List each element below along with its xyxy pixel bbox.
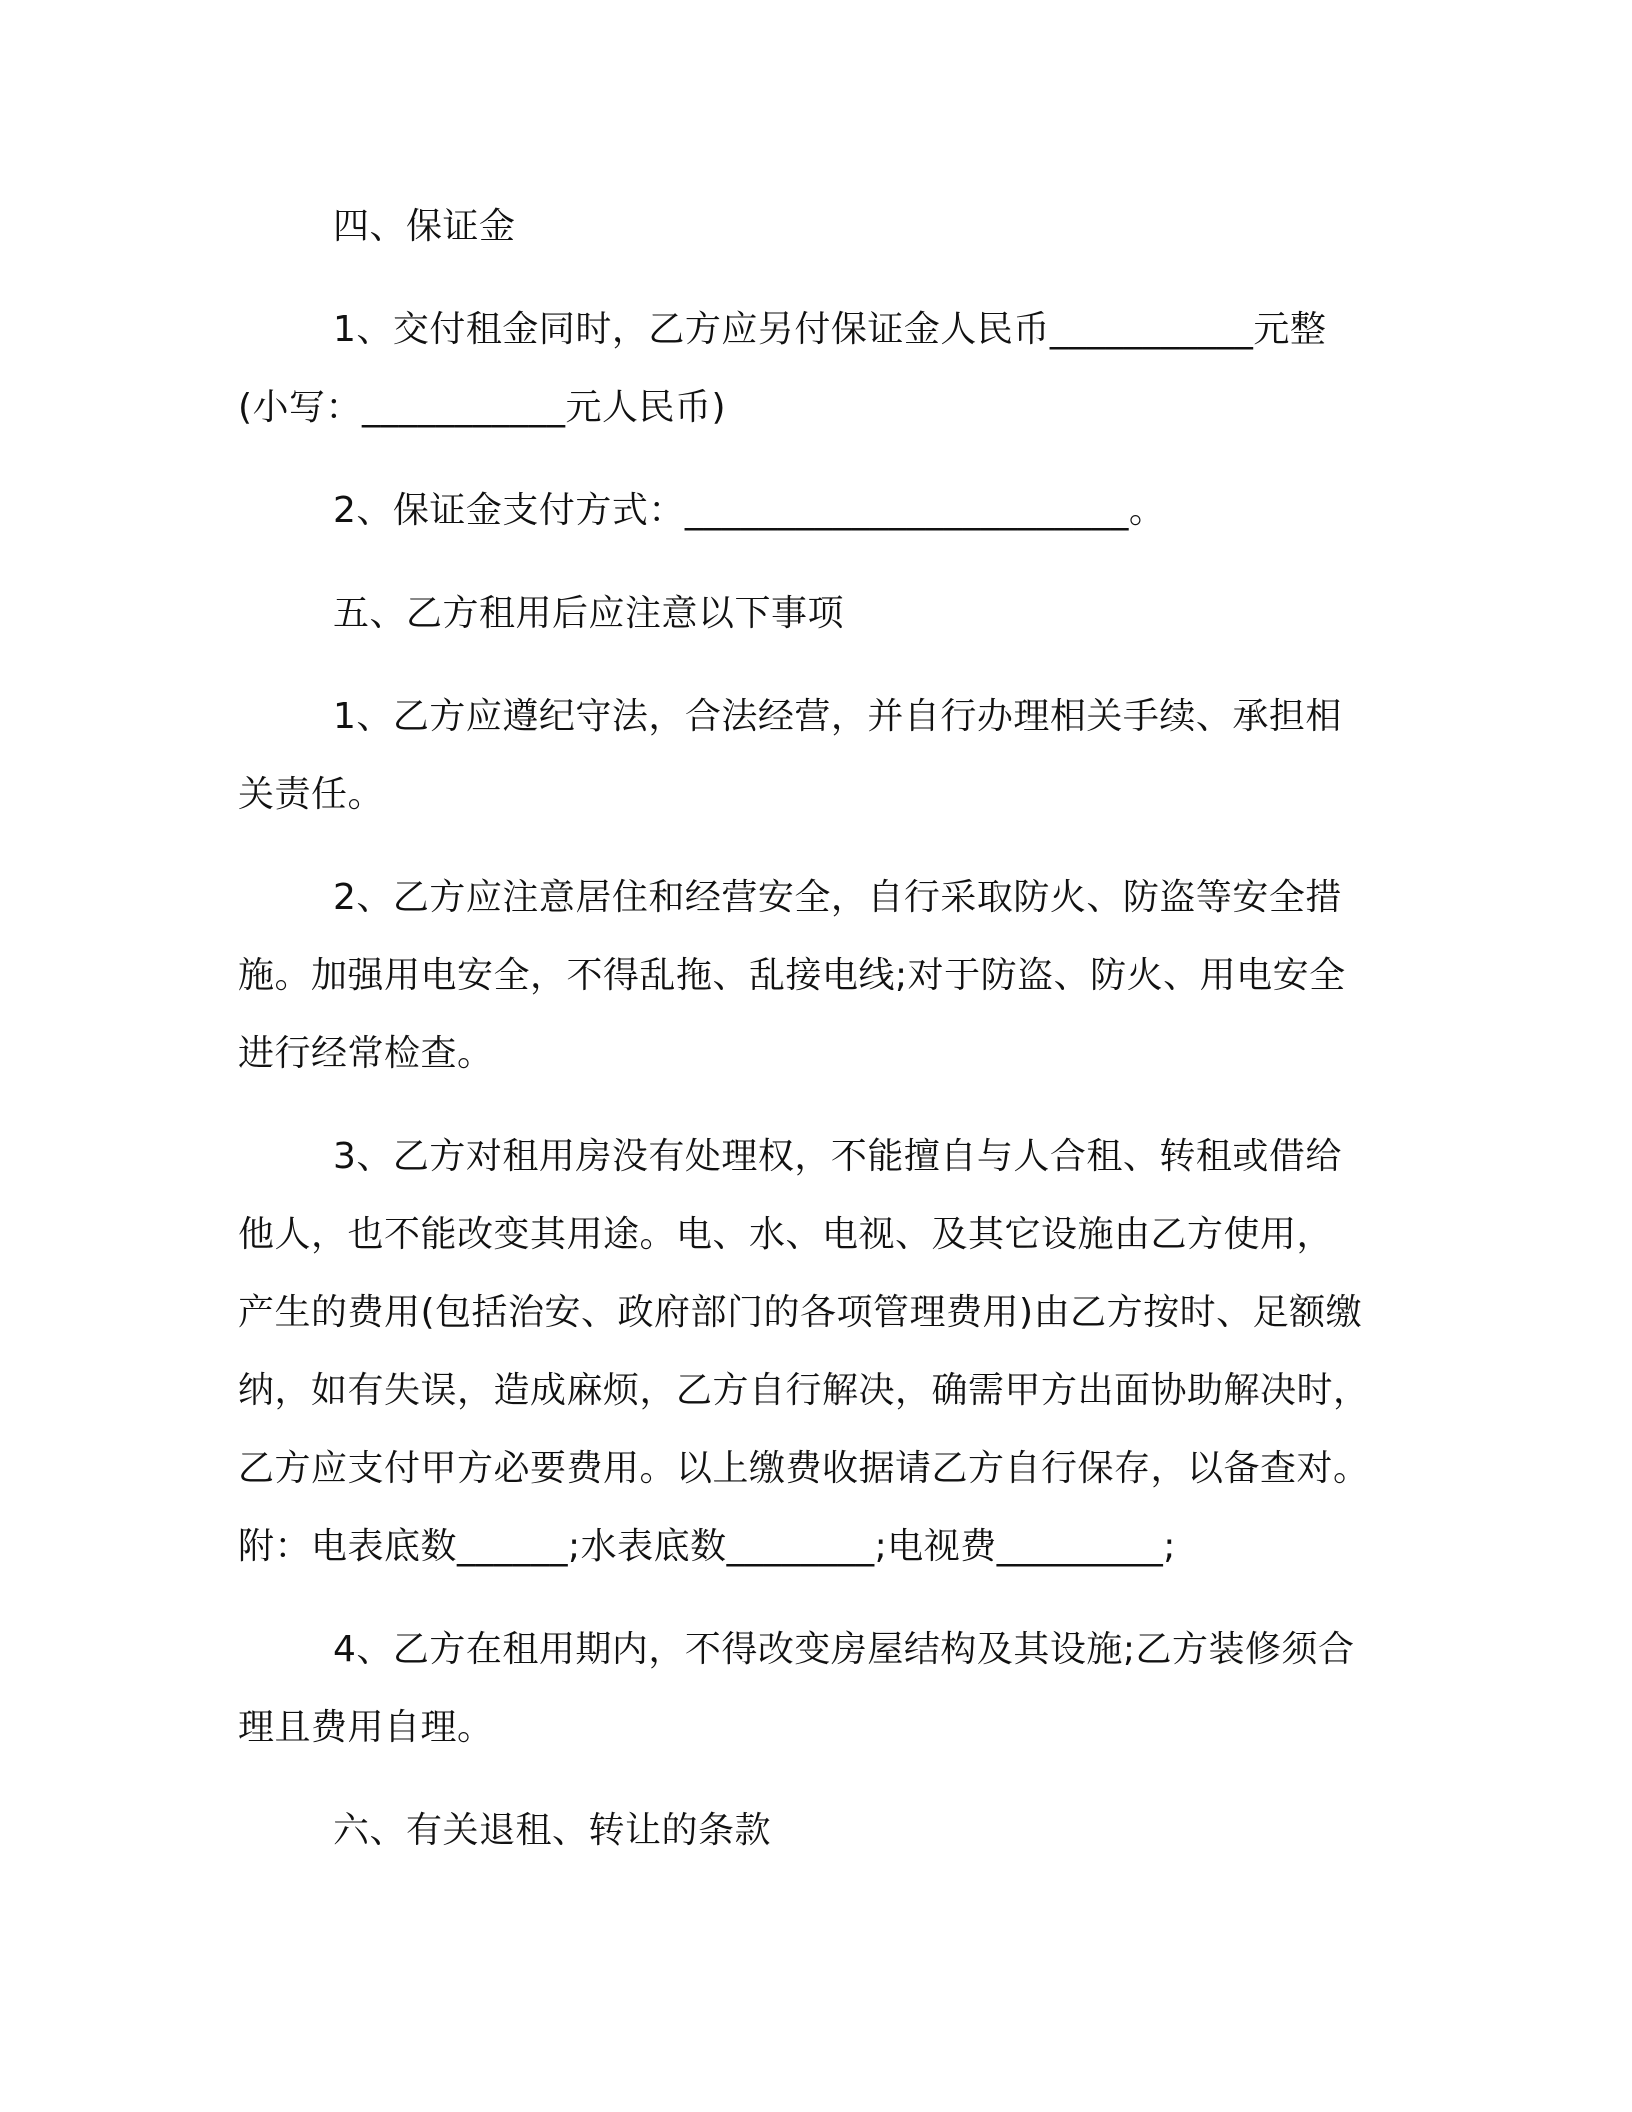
tenant-clause-3-line-6: 附：电表底数______;水表底数________;电视费_________; [238, 1526, 1176, 1567]
tenant-clause-2-line-3: 进行经常检查。 [238, 1033, 494, 1074]
deposit-clause-2: 2、保证金支付方式：________________________。 [333, 490, 1166, 531]
tenant-clause-3-line-5: 乙方应支付甲方必要费用。以上缴费收据请乙方自行保存，以备查对。 [238, 1448, 1370, 1489]
tenant-clause-1-line-1: 1、乙方应遵纪守法，合法经营，并自行办理相关手续、承担相 [333, 696, 1342, 737]
tenant-clause-3-line-3: 产生的费用(包括治安、政府部门的各项管理费用)由乙方按时、足额缴 [238, 1292, 1363, 1333]
tenant-clause-3-line-1: 3、乙方对租用房没有处理权，不能擅自与人合租、转租或借给 [333, 1136, 1342, 1177]
tenant-clause-3-line-2: 他人，也不能改变其用途。电、水、电视、及其它设施由乙方使用， [238, 1214, 1334, 1255]
deposit-clause-1-line-1: 1、交付租金同时，乙方应另付保证金人民币___________元整 [333, 309, 1327, 350]
tenant-clause-2-line-1: 2、乙方应注意居住和经营安全，自行采取防火、防盗等安全措 [333, 877, 1342, 918]
section-heading-termination: 六、有关退租、转让的条款 [333, 1810, 772, 1851]
section-heading-deposit: 四、保证金 [333, 206, 516, 247]
section-heading-tenant-notes: 五、乙方租用后应注意以下事项 [333, 593, 845, 634]
deposit-clause-1-line-2: (小写：___________元人民币) [238, 387, 727, 428]
tenant-clause-4-line-2: 理且费用自理。 [238, 1707, 494, 1748]
tenant-clause-2-line-2: 施。加强用电安全，不得乱拖、乱接电线;对于防盗、防火、用电安全 [238, 955, 1346, 996]
tenant-clause-4-line-1: 4、乙方在租用期内，不得改变房屋结构及其设施;乙方装修须合 [333, 1629, 1355, 1670]
document-body [238, 188, 1388, 1870]
tenant-clause-1-line-2: 关责任。 [238, 774, 385, 815]
tenant-clause-3-line-4: 纳，如有失误，造成麻烦，乙方自行解决，确需甲方出面协助解决时， [238, 1370, 1370, 1411]
